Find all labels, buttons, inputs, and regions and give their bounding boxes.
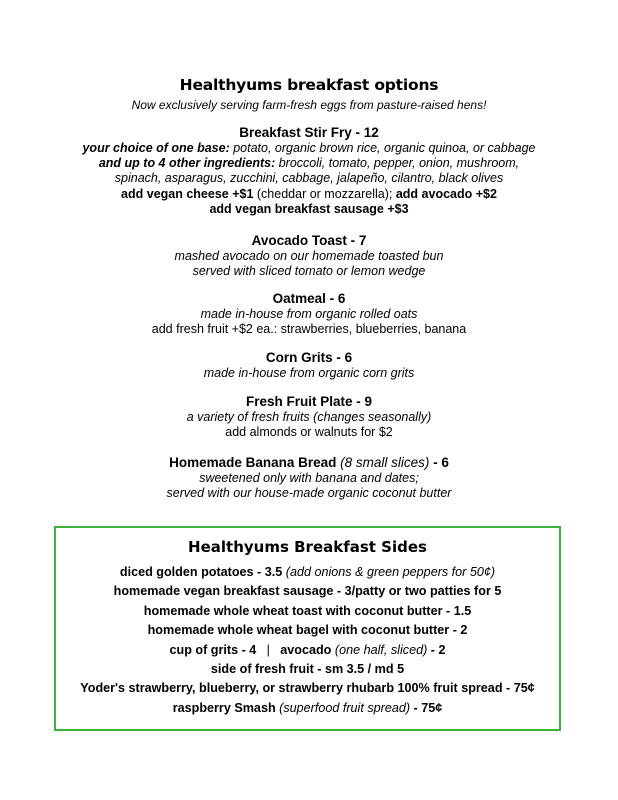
sausage-addon: add vegan breakfast sausage +$3 xyxy=(209,201,409,216)
side-fruit: side of fresh fruit - sm 3.5 / md 5 xyxy=(210,662,405,677)
side-grits: cup of grits - 4 xyxy=(169,642,257,657)
menu-item-fruit-plate xyxy=(0,393,618,440)
item-name: Fresh Fruit Plate - 9 xyxy=(245,394,373,409)
item-base-line xyxy=(0,141,618,156)
sides-title: Healthyums Breakfast Sides xyxy=(188,538,427,556)
item-name-line xyxy=(0,454,618,471)
side-sausage: homemade vegan breakfast sausage - 3/patty or two patties for 5 xyxy=(113,584,502,599)
menu-item-avocado-toast xyxy=(0,232,618,279)
vegan-cheese-text: (cheddar or mozzarella); xyxy=(253,186,396,201)
item-desc-2: served with our house-made organic coconut butter xyxy=(166,486,452,501)
menu-item-stir-fry xyxy=(0,124,618,217)
item-name: Oatmeal - 6 xyxy=(272,291,346,306)
item-name: Homemade Banana Bread xyxy=(169,455,337,470)
item-desc-1: a variety of fresh fruits (changes seasonally) xyxy=(186,410,432,424)
side-separator: | xyxy=(266,642,270,657)
menu-item-corn-grits xyxy=(0,349,618,381)
item-desc-1: sweetened only with banana and dates; xyxy=(199,471,419,485)
side-label: raspberry Smash xyxy=(172,700,280,715)
side-bagel: homemade whole wheat bagel with coconut butter - 2 xyxy=(147,623,468,638)
ingredients-text: broccoli, tomato, pepper, onion, mushroom, xyxy=(275,156,520,171)
side-potatoes xyxy=(56,563,559,582)
ingredients-label: and up to 4 other ingredients: xyxy=(98,156,276,171)
item-name: Corn Grits - 6 xyxy=(265,350,353,365)
avocado-label: add avocado +$2 xyxy=(395,186,497,201)
side-avocado-price: - 2 xyxy=(427,642,446,657)
side-smash xyxy=(56,699,559,718)
ingredients-line-2: spinach, asparagus, zucchini, cabbage, jalapeño, cilantro, black olives xyxy=(114,171,504,186)
item-desc-2: served with sliced tomato or lemon wedge xyxy=(192,264,426,279)
item-desc-1: made in-house from organic rolled oats xyxy=(200,307,418,321)
menu-item-banana-bread xyxy=(0,454,618,501)
side-grits-avocado xyxy=(56,641,559,660)
base-text: potato, organic brown rice, organic quinoa, or cabbage xyxy=(229,141,536,155)
item-name: Breakfast Stir Fry - 12 xyxy=(239,125,379,140)
item-name: Avocado Toast - 7 xyxy=(251,233,367,248)
sides-list xyxy=(56,563,559,718)
item-desc-2: add almonds or walnuts for $2 xyxy=(225,425,393,440)
side-note: (add onions & green peppers for 50¢) xyxy=(285,565,496,579)
side-avocado-note: (one half, sliced) xyxy=(334,642,428,657)
side-price: - 75¢ xyxy=(410,700,443,715)
side-note: (superfood fruit spread) xyxy=(279,700,411,715)
base-label: your choice of one base: xyxy=(82,141,230,155)
addons-line xyxy=(0,187,618,202)
menu-item-oatmeal xyxy=(0,290,618,337)
sides-box xyxy=(54,526,561,731)
side-label: diced golden potatoes - 3.5 xyxy=(119,565,286,579)
item-desc-1: mashed avocado on our homemade toasted bun xyxy=(174,249,444,263)
item-price: - 6 xyxy=(429,455,449,470)
item-desc-1: made in-house from organic corn grits xyxy=(203,366,415,380)
side-avocado: avocado xyxy=(280,642,335,657)
item-note: (8 small slices) xyxy=(336,455,430,470)
item-ingredients-line xyxy=(0,156,618,171)
side-spread: Yoder's strawberry, blueberry, or strawberry rhubarb 100% fruit spread - 75¢ xyxy=(80,681,535,696)
item-desc-2: add fresh fruit +$2 ea.: strawberries, blueberries, banana xyxy=(151,322,467,337)
page-subtitle: Now exclusively serving farm-fresh eggs from pasture-raised hens! xyxy=(131,98,487,112)
page-title: Healthyums breakfast options xyxy=(179,76,439,94)
vegan-cheese-label: add vegan cheese +$1 xyxy=(121,186,254,201)
side-toast: homemade whole wheat toast with coconut butter - 1.5 xyxy=(143,603,472,618)
